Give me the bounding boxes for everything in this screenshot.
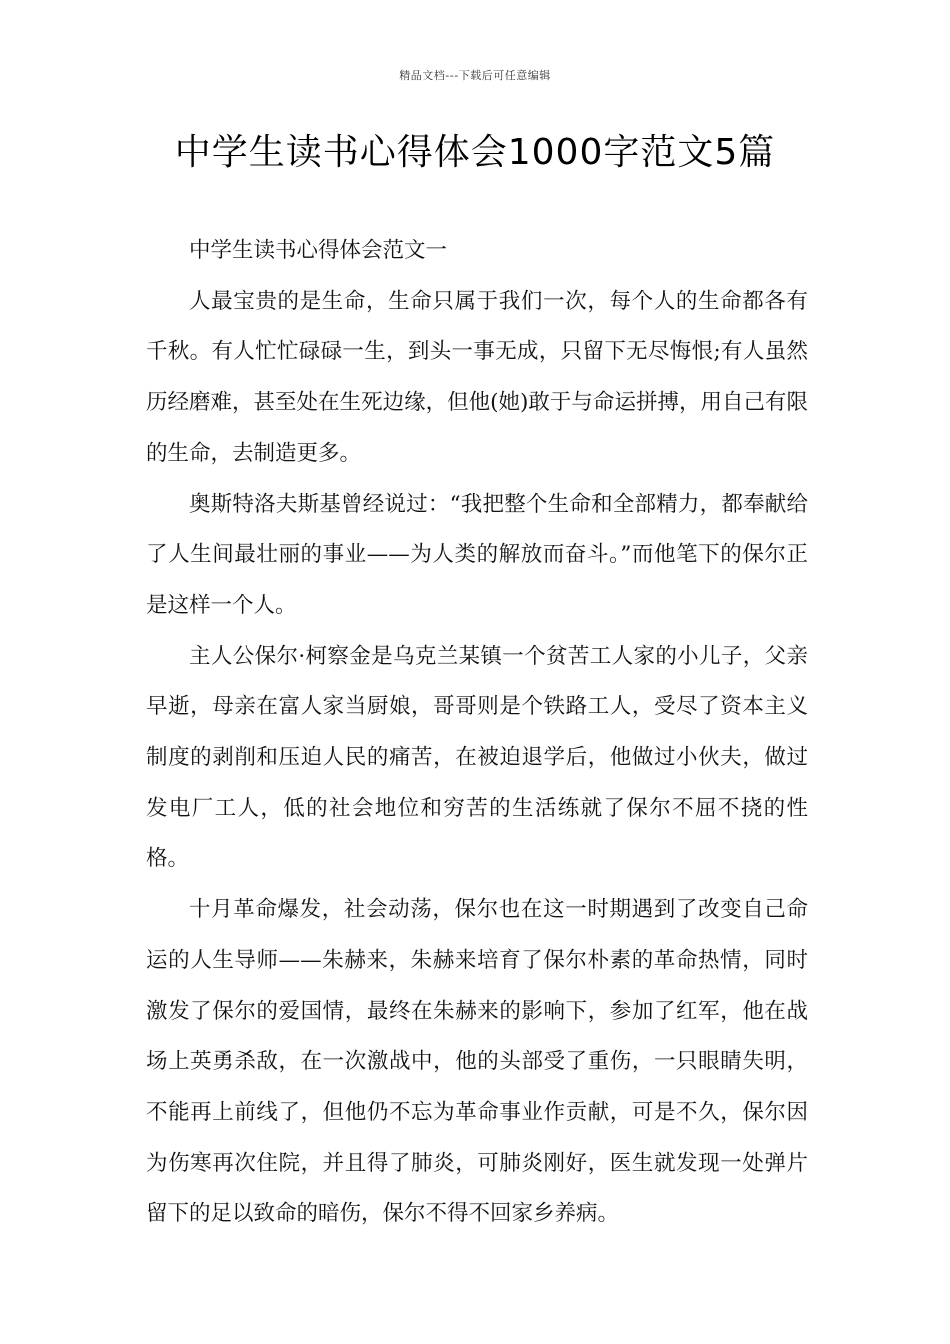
paragraph: 人最宝贵的是生命，生命只属于我们一次，每个人的生命都各有千秋。有人忙忙碌碌一生，到头一事无成，只留下无尽悔恨;有人虽然历经磨难，甚至处在生死边缘，但他(她)敢于与命运拼搏，用自己有限的生命，去制造更多。 [146,288,808,466]
document-body [146,226,808,1240]
paragraph: 主人公保尔·柯察金是乌克兰某镇一个贫苦工人家的小儿子，父亲早逝，母亲在富人家当厨娘，哥哥则是个铁路工人，受尽了资本主义制度的剥削和压迫人民的痛苦，在被迫退学后，他做过小伙夫，做过发电厂工人，低的社会地位和穷苦的生活练就了保尔不屈不挠的性格。 [146,643,808,872]
section-heading: 中学生读书心得体会范文一 [189,238,448,263]
paragraph: 十月革命爆发，社会动荡，保尔也在这一时期遇到了改变自己命运的人生导师——朱赫来，朱赫来培育了保尔朴素的革命热情，同时激发了保尔的爱国情，最终在朱赫来的影响下，参加了红军，他在战场上英勇杀敌，在一次激战中，他的头部受了重伤，一只眼睛失明，不能再上前线了，但他仍不忘为革命事业作贡献，可是不久，保尔因为伤寒再次住院，并且得了肺炎，可肺炎刚好，医生就发现一处弹片留下的足以致命的暗伤，保尔不得不回家乡养病。 [146,897,808,1227]
page-header-note: 精品文档---下载后可任意编辑 [399,69,551,82]
paragraph: 奥斯特洛夫斯基曾经说过：“我把整个生命和全部精力，都奉献给了人生间最壮丽的事业——为人类的解放而奋斗。”而他笔下的保尔正是这样一个人。 [146,491,808,618]
document-title: 中学生读书心得体会1000字范文5篇 [174,132,776,173]
